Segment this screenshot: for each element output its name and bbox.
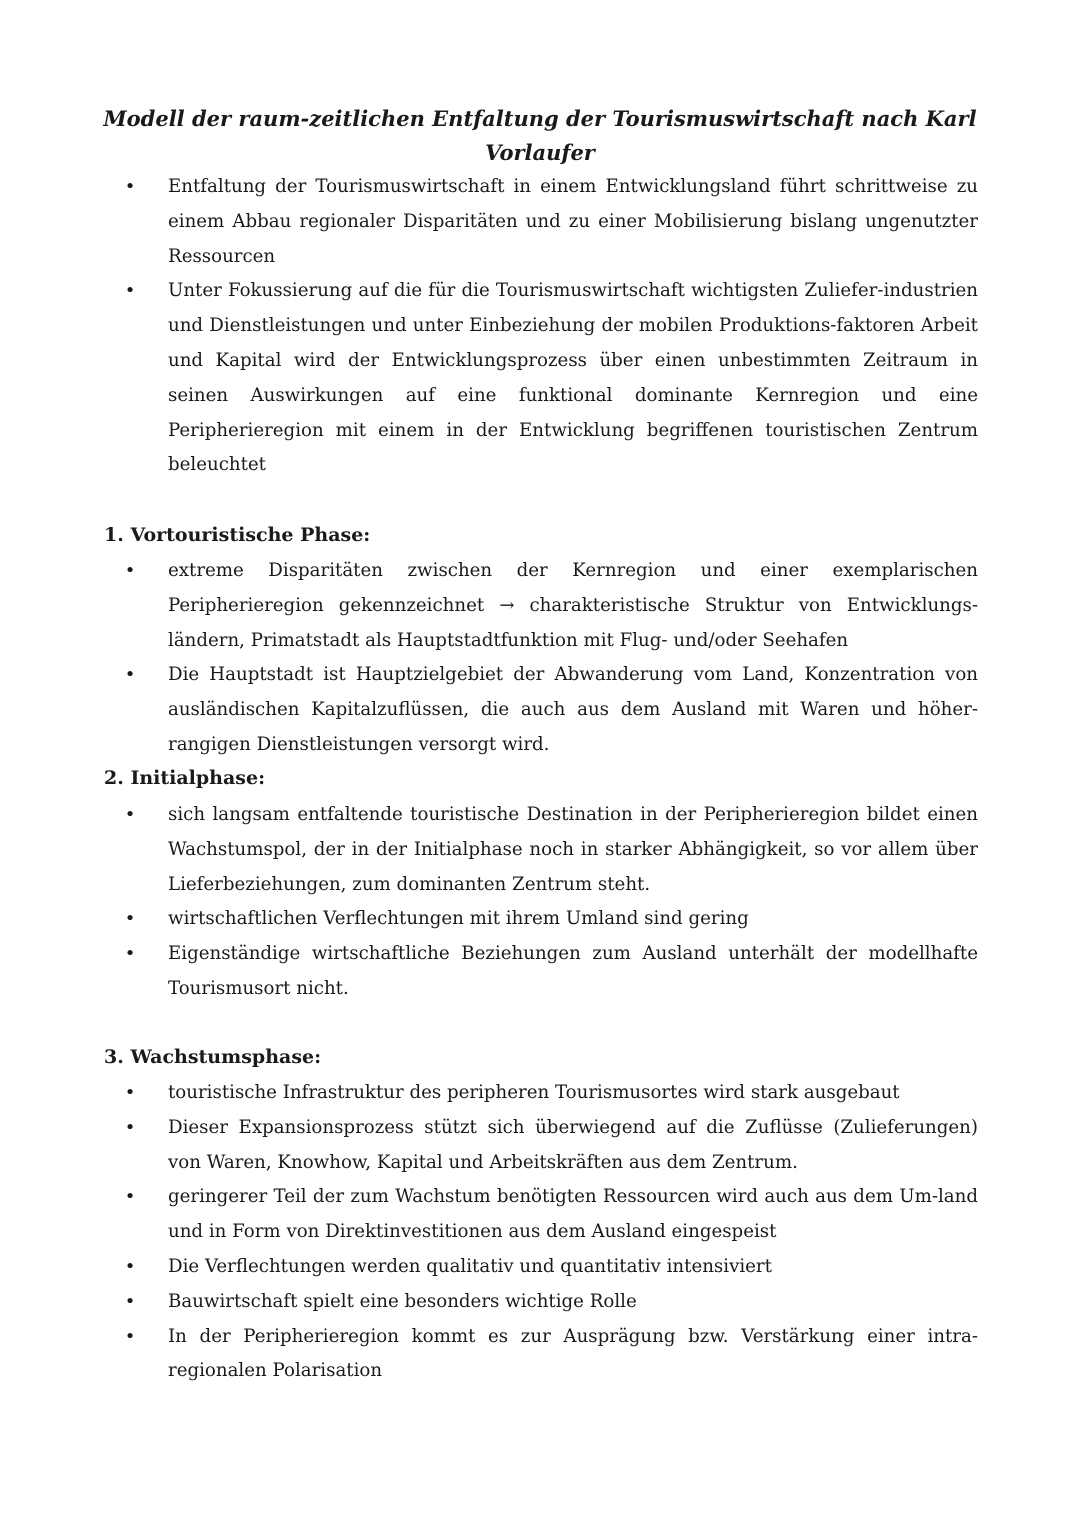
- list-item: [120, 658, 978, 762]
- list-item-text: extreme Disparitäten zwischen der Kernregion und einer exemplarischen Peripherieregion gekennzeichnet → charakteristische Struktur von Entwicklungs-ländern, Primatstadt als Hauptstadtfunktion mit Flug- und/oder Seehafen: [168, 560, 978, 651]
- bullet-icon: •: [124, 1290, 136, 1312]
- list-item: [120, 902, 978, 937]
- bullet-icon: •: [124, 943, 136, 965]
- list-item-text: Die Hauptstadt ist Hauptzielgebiet der Abwanderung vom Land, Konzentration von ausländischen Kapitalzuflüssen, die auch aus dem Ausland mit Waren und höher-rangigen Dienstleistungen versorgt wird.: [168, 664, 978, 755]
- bullet-icon: •: [124, 1116, 136, 1138]
- phase-1-heading: 1. Vortouristische Phase:: [104, 524, 371, 546]
- intro-list: [120, 170, 978, 483]
- phase-2-list: [120, 798, 978, 1007]
- list-item: [120, 1180, 978, 1250]
- bullet-icon: •: [124, 1082, 136, 1103]
- document-title: Modell der raum-zeitlichen Entfaltung der Tourismuswirtschaft nach Karl Vorlaufer: [103, 106, 977, 165]
- list-item: [120, 554, 978, 658]
- list-item-text: Die Verflechtungen werden qualitativ und quantitativ intensiviert: [168, 1255, 772, 1277]
- bullet-icon: •: [124, 804, 136, 825]
- list-item-text: wirtschaftlichen Verflechtungen mit ihrem Umland sind gering: [168, 908, 749, 930]
- list-item-text: Unter Fokussierung auf die für die Tourismuswirtschaft wichtigsten Zuliefer-industrien und Dienstleistungen und unter Einbeziehung der mobilen Produktions-faktoren Arbeit und Kapital wird der Entwicklungsprozess über einen unbestimmten Zeitraum in seinen Auswirkungen auf eine funktional dominante Kernregion und eine Peripherieregion mit einem in der Entwicklung begriffenen touristischen Zentrum beleuchtet: [168, 280, 978, 476]
- bullet-icon: •: [124, 664, 136, 686]
- list-item-text: Dieser Expansionsprozess stützt sich überwiegend auf die Zuflüsse (Zulieferungen) von Waren, Knowhow, Kapital und Arbeitskräften aus dem Zentrum.: [168, 1116, 978, 1173]
- list-item: [120, 170, 978, 274]
- list-item: [120, 937, 978, 1007]
- list-item-text: sich langsam entfaltende touristische Destination in der Peripherieregion bildet einen Wachstumspol, der in der Initialphase noch in starker Abhängigkeit, so vor allem über Lieferbeziehungen, zum dominanten Zentrum steht.: [168, 804, 978, 895]
- bullet-icon: •: [124, 176, 136, 197]
- list-item-text: geringerer Teil der zum Wachstum benötigten Ressourcen wird auch aus dem Um-land und in Form von Direktinvestitionen aus dem Ausland eingespeist: [168, 1186, 978, 1243]
- bullet-icon: •: [124, 280, 136, 302]
- list-item: [120, 798, 978, 902]
- list-item: [120, 1320, 978, 1390]
- bullet-icon: •: [124, 1325, 136, 1347]
- bullet-icon: •: [124, 1186, 136, 1208]
- list-item: [120, 1111, 978, 1181]
- list-item: [120, 1076, 978, 1111]
- list-item-text: touristische Infrastruktur des peripheren Tourismusortes wird stark ausgebaut: [168, 1082, 900, 1103]
- phase-1-list: [120, 554, 978, 763]
- list-item-text: Eigenständige wirtschaftliche Beziehungen zum Ausland unterhält der modellhafte Tourismusort nicht.: [168, 943, 978, 999]
- list-item-text: Entfaltung der Tourismuswirtschaft in einem Entwicklungsland führt schrittweise zu einem Abbau regionaler Disparitäten und zu einer Mobilisierung bislang ungenutzter Ressourcen: [168, 176, 978, 267]
- list-item: [120, 1250, 978, 1285]
- list-item: [120, 1285, 978, 1320]
- phase-3-heading: 3. Wachstumsphase:: [104, 1046, 322, 1068]
- phase-3-list: [120, 1076, 978, 1389]
- list-item-text: In der Peripherieregion kommt es zur Ausprägung bzw. Verstärkung einer intra-regionalen Polarisation: [168, 1325, 978, 1382]
- bullet-icon: •: [124, 908, 136, 930]
- list-item: [120, 274, 978, 483]
- phase-2-heading: 2. Initialphase:: [104, 767, 266, 789]
- bullet-icon: •: [124, 1255, 136, 1277]
- bullet-icon: •: [124, 560, 136, 581]
- list-item-text: Bauwirtschaft spielt eine besonders wichtige Rolle: [168, 1290, 637, 1312]
